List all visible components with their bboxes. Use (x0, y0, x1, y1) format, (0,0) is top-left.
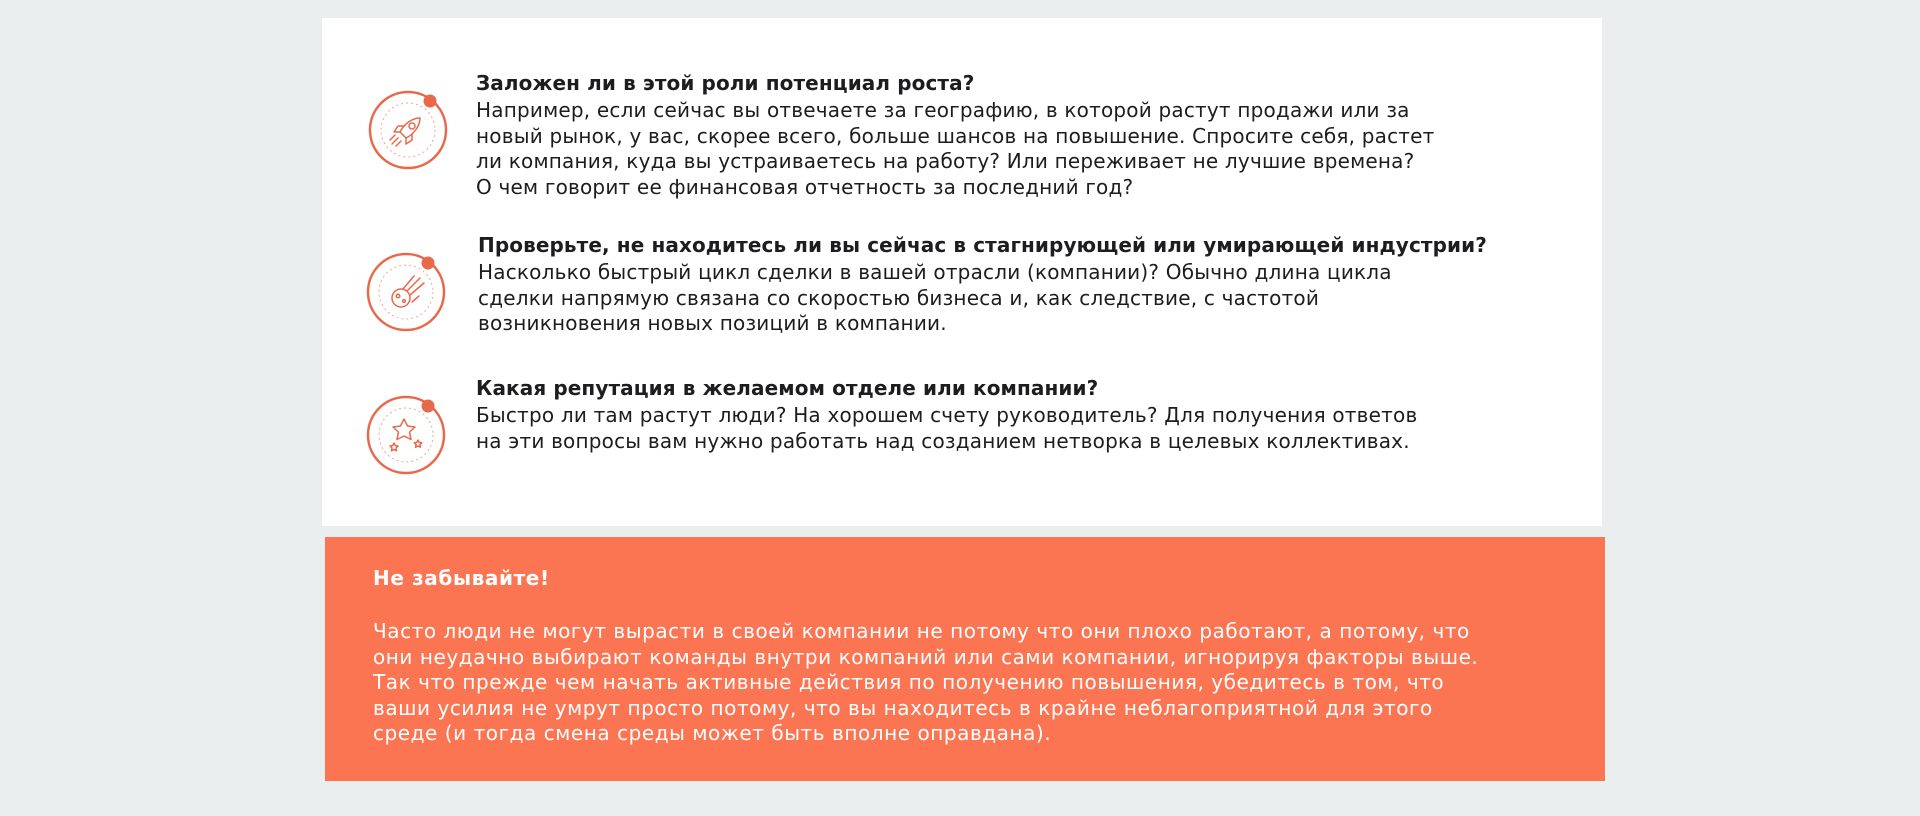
callout-heading: Не забывайте! (373, 566, 550, 590)
item-description: Например, если сейчас вы отвечаете за географию, в которой растут продажи или за новый рынок, у вас, скорее всего, больше шансов на повышение. Спросите себя, растет ли компания, куда вы устраиваетесь на работу? Или переживает не лучшие времена? О чем говорит ее финансовая отчетность за последний год? (476, 98, 1435, 199)
content-card (322, 18, 1602, 526)
item-description: Быстро ли там растут люди? На хорошем счету руководитель? Для получения ответов на эти вопросы вам нужно работать над созданием нетворка в целевых коллективах. (476, 403, 1418, 453)
item-text (476, 375, 1576, 454)
rocket-icon (368, 88, 456, 176)
item-text (476, 70, 1576, 200)
item-text (478, 232, 1578, 337)
meteor-icon (366, 250, 454, 338)
reminder-callout (325, 537, 1605, 781)
item-title: Проверьте, не находитесь ли вы сейчас в стагнирующей или умирающей индустрии? (478, 233, 1487, 257)
stars-icon (366, 393, 454, 481)
item-description: Насколько быстрый цикл сделки в вашей отрасли (компании)? Обычно длина цикла сделки напрямую связана со скоростью бизнеса и, как следствие, с частотой возникновения новых позиций в компании. (478, 260, 1392, 336)
item-title: Заложен ли в этой роли потенциал роста? (476, 71, 975, 95)
callout-text: Часто люди не могут вырасти в своей компании не потому что они плохо работают, а потому, что они неудачно выбирают команды внутри компаний или сами компании, игнорируя факторы выше. Так что прежде чем начать активные действия по получению повышения, убедитесь в том, что ваши усилия не умрут просто потому, что вы находитесь в крайне неблагоприятной для этого среде (и тогда смена среды может быть вполне оправдана). (373, 619, 1479, 746)
item-title: Какая репутация в желаемом отделе или компании? (476, 376, 1099, 400)
